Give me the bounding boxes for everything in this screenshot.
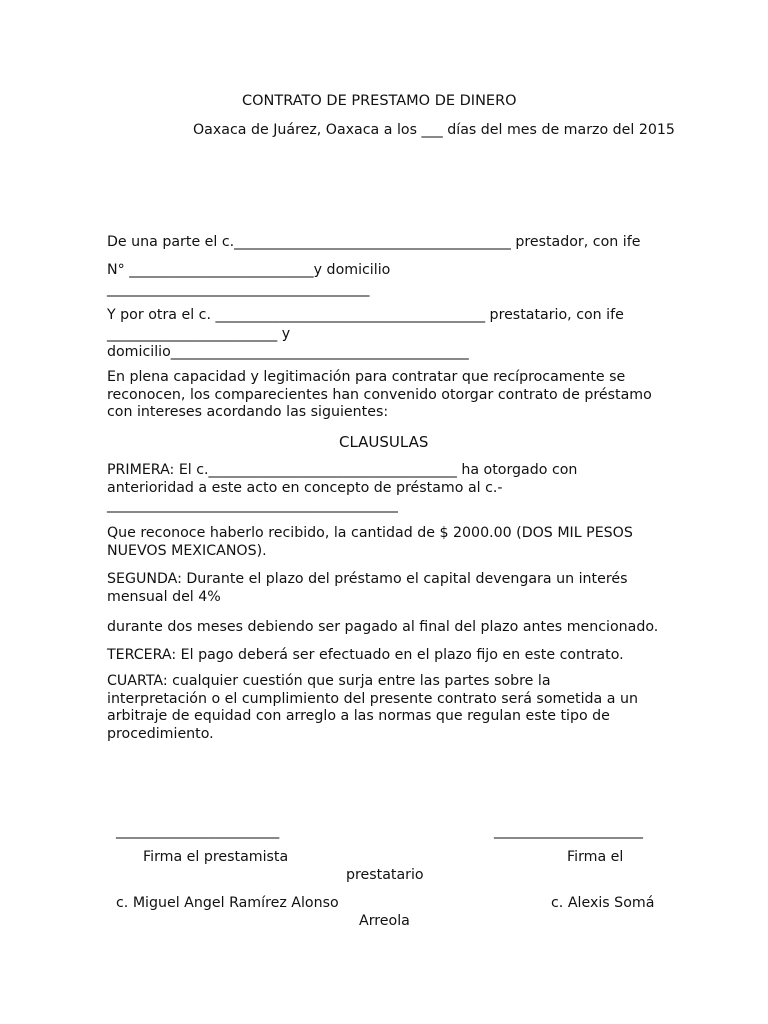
- borrower-name-wrap: Arreola: [359, 913, 410, 929]
- party-one-line-3: _____________________________________: [107, 281, 370, 297]
- lender-signature-line: _______________________: [116, 823, 280, 839]
- clause-tercera: TERCERA: El pago deberá ser efectuado en el plazo fijo en este contrato.: [107, 647, 624, 663]
- lender-name: c. Miguel Angel Ramírez Alonso: [116, 895, 339, 911]
- party-one-line-2: N° __________________________y domicilio: [107, 262, 391, 278]
- party-two-line-2: ________________________ y: [107, 326, 291, 342]
- borrower-name: c. Alexis Somá: [551, 895, 655, 911]
- document-title: CONTRATO DE PRESTAMO DE DINERO: [242, 93, 517, 109]
- party-two-line-3: domicilio__________________________________________: [107, 344, 469, 360]
- clauses-heading: CLAUSULAS: [339, 433, 429, 451]
- clause-primera: PRIMERA: El c.___________________________________ ha otorgado con anterioridad a este acto en concepto de préstamo al c.- _________________________________________: [107, 462, 578, 513]
- party-one-line-1: De una parte el c._______________________________________ prestador, con ife: [107, 234, 641, 250]
- clause-segunda: SEGUNDA: Durante el plazo del préstamo el capital devengara un interés mensual del 4%: [107, 571, 628, 605]
- borrower-signature-line: _____________________: [494, 823, 643, 839]
- place-date-line: Oaxaca de Juárez, Oaxaca a los ___ días del mes de marzo del 2015: [193, 122, 675, 138]
- clause-primera-continuation: Que reconoce haberlo recibido, la cantidad de $ 2000.00 (DOS MIL PESOS NUEVOS MEXICANOS).: [107, 525, 633, 559]
- party-two-line-1: Y por otra el c. ______________________________________ prestatario, con ife: [107, 307, 624, 323]
- lender-signature-label: Firma el prestamista: [143, 849, 289, 865]
- borrower-signature-label-wrap: prestatario: [346, 867, 424, 883]
- clause-cuarta: CUARTA: cualquier cuestión que surja entre las partes sobre la interpretación o el cumplimiento del presente contrato será sometida a un arbitraje de equidad con arreglo a las normas que regulan este tipo de procedimiento.: [107, 673, 638, 742]
- borrower-signature-label: Firma el: [567, 849, 624, 865]
- preamble-paragraph: En plena capacidad y legitimación para contratar que recíprocamente se reconocen, los comparecientes han convenido otorgar contrato de préstamo con intereses acordando las siguientes:: [107, 369, 652, 420]
- clause-segunda-continuation: durante dos meses debiendo ser pagado al final del plazo antes mencionado.: [107, 619, 659, 635]
